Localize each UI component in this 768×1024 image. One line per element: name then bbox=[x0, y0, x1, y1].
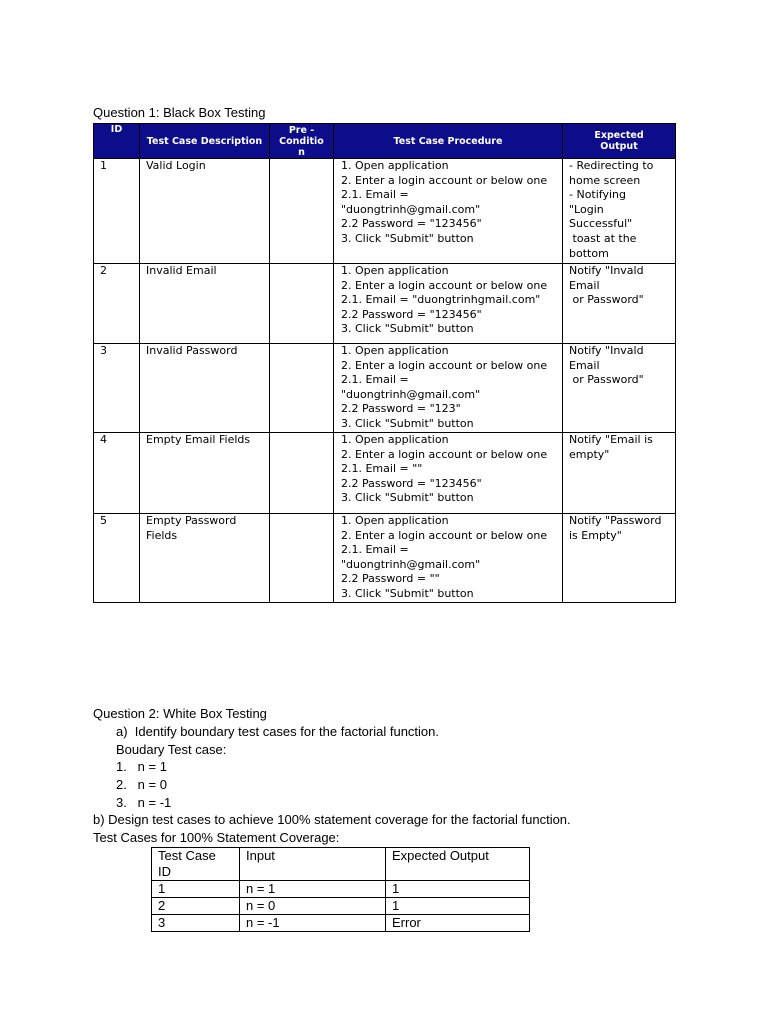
table-row bbox=[94, 159, 676, 264]
table-row bbox=[152, 881, 530, 898]
cell-procedure: 1. Open application 2. Enter a login account or below one 2.1. Email = "duongtrinh@gmail.com" 2.2 Password = "123456" 3. Click "Submit" button bbox=[334, 159, 563, 264]
part-a-text: a) Identify boundary test cases for the factorial function. bbox=[116, 724, 440, 739]
cell-precondition bbox=[270, 514, 334, 603]
cell-input: n = 0 bbox=[240, 898, 386, 915]
cell-expected-output: 1 bbox=[386, 898, 530, 915]
cell-description: Invalid Email bbox=[140, 264, 270, 344]
cell-expected: - Redirecting to home screen - Notifying "Login Successful" toast at the bottom bbox=[563, 159, 676, 264]
cell-test-case-id: 2 bbox=[152, 898, 240, 915]
cell-expected-output: 1 bbox=[386, 881, 530, 898]
question-2-title: Question 2: White Box Testing bbox=[93, 706, 267, 721]
table-row bbox=[152, 898, 530, 915]
table-row bbox=[152, 915, 530, 932]
header-input: Input bbox=[240, 848, 386, 881]
header-precondition: Pre - Conditio n bbox=[270, 124, 334, 159]
cell-test-case-id: 3 bbox=[152, 915, 240, 932]
cell-input: n = 1 bbox=[240, 881, 386, 898]
cell-test-case-id: 1 bbox=[152, 881, 240, 898]
header-id: ID bbox=[94, 124, 140, 159]
statement-coverage-table bbox=[151, 847, 530, 932]
boundary-label: Boudary Test case: bbox=[116, 742, 227, 757]
cell-input: n = -1 bbox=[240, 915, 386, 932]
table-row bbox=[94, 514, 676, 603]
cell-procedure: 1. Open application 2. Enter a login account or below one 2.1. Email = "duongtrinhgmail.com" 2.2 Password = "123456" 3. Click "Submit" button bbox=[334, 264, 563, 344]
cell-expected: Notify "Invald Email or Password" bbox=[563, 344, 676, 433]
cell-procedure: 1. Open application 2. Enter a login account or below one 2.1. Email = "" 2.2 Password = "123456" 3. Click "Submit" button bbox=[334, 433, 563, 514]
table-row bbox=[94, 344, 676, 433]
cell-id: 1 bbox=[94, 159, 140, 264]
cell-expected: Notify "Invald Email or Password" bbox=[563, 264, 676, 344]
table-header-row bbox=[152, 848, 530, 881]
cell-id: 4 bbox=[94, 433, 140, 514]
table-row bbox=[94, 264, 676, 344]
boundary-case-item: 2. n = 0 bbox=[116, 777, 167, 792]
boundary-case-item: 1. n = 1 bbox=[116, 759, 167, 774]
cell-expected-output: Error bbox=[386, 915, 530, 932]
header-test-case-id: Test Case ID bbox=[152, 848, 240, 881]
coverage-label: Test Cases for 100% Statement Coverage: bbox=[93, 830, 340, 845]
header-description: Test Case Description bbox=[140, 124, 270, 159]
cell-procedure: 1. Open application 2. Enter a login account or below one 2.1. Email = "duongtrinh@gmail.com" 2.2 Password = "" 3. Click "Submit" button bbox=[334, 514, 563, 603]
cell-description: Valid Login bbox=[140, 159, 270, 264]
cell-precondition bbox=[270, 344, 334, 433]
cell-procedure: 1. Open application 2. Enter a login account or below one 2.1. Email = "duongtrinh@gmail.com" 2.2 Password = "123" 3. Click "Submit" button bbox=[334, 344, 563, 433]
cell-description: Empty Email Fields bbox=[140, 433, 270, 514]
question-1-title: Question 1: Black Box Testing bbox=[93, 105, 266, 120]
cell-precondition bbox=[270, 264, 334, 344]
table-row bbox=[94, 433, 676, 514]
cell-description: Empty Password Fields bbox=[140, 514, 270, 603]
cell-expected: Notify "Email is empty" bbox=[563, 433, 676, 514]
table-header-row bbox=[94, 124, 676, 159]
header-procedure: Test Case Procedure bbox=[334, 124, 563, 159]
cell-id: 5 bbox=[94, 514, 140, 603]
header-expected-output: Expected Output bbox=[563, 124, 676, 159]
cell-precondition bbox=[270, 433, 334, 514]
cell-expected: Notify "Password is Empty" bbox=[563, 514, 676, 603]
header-expected-output: Expected Output bbox=[386, 848, 530, 881]
cell-id: 3 bbox=[94, 344, 140, 433]
boundary-case-item: 3. n = -1 bbox=[116, 795, 172, 810]
part-b-text: b) Design test cases to achieve 100% statement coverage for the factorial function. bbox=[93, 812, 571, 827]
cell-description: Invalid Password bbox=[140, 344, 270, 433]
cell-precondition bbox=[270, 159, 334, 264]
cell-id: 2 bbox=[94, 264, 140, 344]
black-box-test-table bbox=[93, 123, 676, 603]
